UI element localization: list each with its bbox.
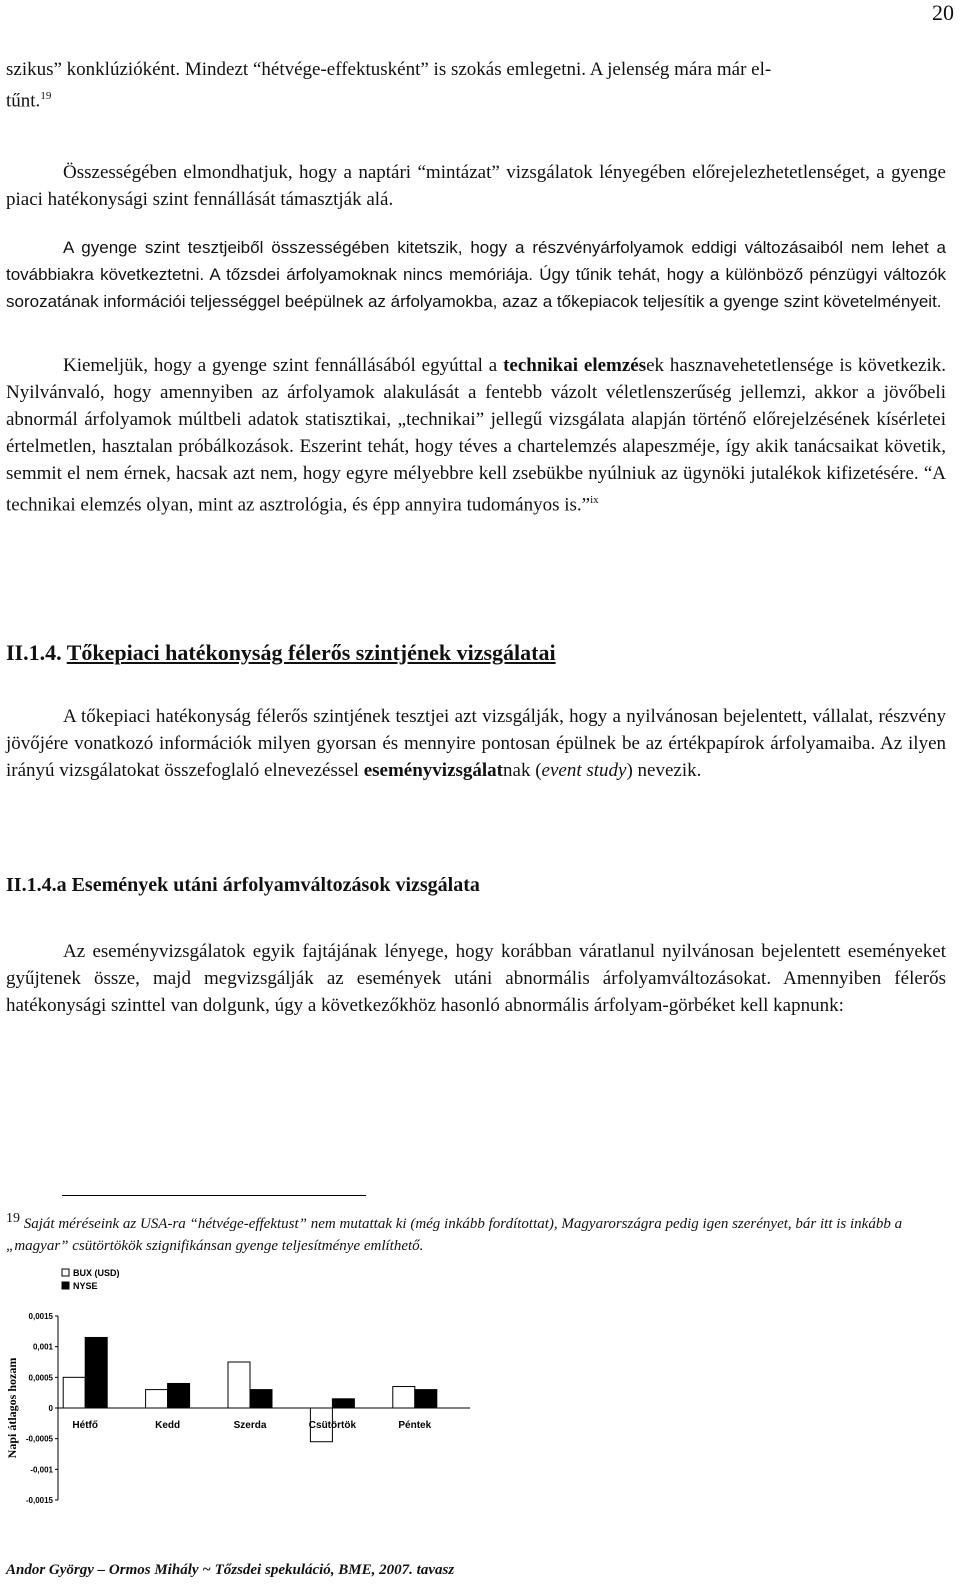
y-tick-label: -0,001 bbox=[30, 1465, 53, 1475]
italic-term: event study bbox=[541, 760, 627, 781]
bar-bux bbox=[393, 1387, 415, 1408]
y-tick-label: 0,001 bbox=[32, 1342, 53, 1352]
section-heading bbox=[6, 640, 556, 666]
y-tick-label: -0,0005 bbox=[25, 1434, 53, 1444]
x-category-label: Kedd bbox=[155, 1420, 181, 1431]
footnote-ref: 19 bbox=[40, 90, 52, 102]
legend-label: NYSE bbox=[73, 1281, 98, 1291]
bar-nyse bbox=[168, 1383, 190, 1408]
paragraph-text: A tőkepiaci hatékonyság félerős szintjének tesztjei azt vizsgálják, hogy a nyilvánosan bejelentett, vállalat, részvény jövőjére vonatkozó információk milyen gyorsan és mennyire pontosan épülnek be az értékpapírok árfolyamaiba. Az ilyen irányú vizsgálatokat összefoglaló elnevezéssel bbox=[6, 706, 946, 781]
weekday-return-chart bbox=[0, 1264, 480, 1508]
bold-term: eseményvizsgálat bbox=[363, 760, 504, 781]
footnote bbox=[6, 1208, 946, 1257]
section-title: Tőkepiaci hatékonyság félerős szintjének vizsgálatai bbox=[66, 640, 556, 665]
page-number: 20 bbox=[932, 0, 954, 25]
legend-label: BUX (USD) bbox=[73, 1268, 120, 1278]
paragraph-text: nak ( bbox=[503, 760, 542, 781]
chart-svg bbox=[0, 1264, 480, 1508]
y-tick-label: 0 bbox=[48, 1404, 53, 1413]
x-category-label: Csütörtök bbox=[308, 1420, 357, 1431]
paragraph-text: szikus” konklúzióként. Mindezt “hétvége-effektusként” is szokás emlegetni. A jelenség mára már el- bbox=[6, 59, 772, 80]
y-tick-label: 0,0005 bbox=[28, 1373, 53, 1383]
paragraph-text: Összességében elmondhatjuk, hogy a naptári “mintázat” vizsgálatok lényegében előrejelezhetetlenséget, a gyenge piaci hatékonysági szint fennállását támasztják alá. bbox=[6, 162, 946, 210]
legend-swatch bbox=[62, 1282, 69, 1289]
paragraph-text: ek hasznavehetetlensége is következik. bbox=[646, 355, 946, 376]
bar-nyse bbox=[85, 1337, 107, 1408]
y-axis-label: Napi átlagos hozam bbox=[5, 1357, 19, 1459]
paragraph-technical-analysis bbox=[6, 352, 946, 518]
footnote-text: Saját méréseink az USA-ra “hétvége-effektust” nem mutattak ki (még inkább fordítottat), Magyarországra pedig igen szerényet, bár itt is inkább a „magyar” csütörtökök szignifikánsan gyenge teljesítménye említhető. bbox=[6, 1216, 903, 1254]
bar-bux bbox=[228, 1362, 250, 1408]
x-category-label: Szerda bbox=[233, 1420, 267, 1431]
paragraph-text: Nyilvánvaló, hogy amennyiben az árfolyamok alakulását a fentebb vázolt véletlenszerűség jellemzi, akkor a jövőbeli abnormál árfolyamok múltbeli adatok statisztikai, „technikai” jellegű vizsgálata alapján történő előrejelzésének kísérletei értelmetlen, hasztalan próbálkozások. Eszerint tehát, hogy téves a chartelemzés alapeszméje, így akik tanácsaikat követik, semmit el nem érnek, hacsak azt nem, hogy egyre mélyebbre kell zsebükbe nyúlniuk az ügynöki jutalékok kifizetésére. “A technikai elemzés olyan, mint az asztrológia, és épp annyira tudományos is.” bbox=[6, 382, 946, 516]
x-category-label: Péntek bbox=[398, 1420, 432, 1431]
endnote-ref: ix bbox=[590, 494, 599, 506]
x-category-label: Hétfő bbox=[72, 1420, 98, 1431]
legend-swatch bbox=[62, 1269, 69, 1276]
bold-term: technikai elemzés bbox=[503, 355, 647, 376]
paragraph-text: Kiemeljük, hogy a gyenge szint fennállásából egyúttal a bbox=[63, 355, 504, 376]
subsection-heading: II.1.4.a Események utáni árfolyamváltozások vizsgálata bbox=[6, 874, 480, 896]
bar-nyse bbox=[250, 1390, 272, 1408]
section-number: II.1.4. bbox=[6, 640, 62, 665]
footnote-number: 19 bbox=[6, 1211, 20, 1226]
y-tick-label: -0,0015 bbox=[25, 1496, 53, 1505]
paragraph-event-study: Az eseményvizsgálatok egyik fajtájának lényege, hogy korábban váratlanul nyilvánosan bejelentett eseményeket gyűjtenek össze, majd megvizsgálják az események utáni abnormális árfolyamváltozásokat. Amennyiben félerős hatékonysági szinttel van dolgunk, úgy a következőkhöz hasonló abnormális árfolyam-görbéket kell kapnunk: bbox=[6, 941, 946, 1016]
y-tick-label: 0,0015 bbox=[28, 1312, 53, 1321]
bar-bux bbox=[63, 1377, 85, 1408]
paragraph-text: tűnt. bbox=[6, 90, 41, 112]
paragraph-continuation bbox=[6, 56, 946, 114]
paragraph-weak-form: A gyenge szint tesztjeiből összességében kitetszik, hogy a részvényárfolyamok eddigi változásaiból nem lehet a továbbiakra következtetni. A tőzsdei árfolyamoknak nincs memóriája. Úgy tűnik tehát, hogy a különböző pénzügyi változók sorozatának információi teljességgel beépülnek az árfolyamokba, azaz a tőkepiacok teljesítik a gyenge szint követelményeit. bbox=[6, 238, 946, 311]
page-footer: Andor György – Ormos Mihály ~ Tőzsdei spekuláció, BME, 2007. tavasz bbox=[6, 1562, 455, 1578]
bar-nyse bbox=[332, 1399, 354, 1408]
bar-bux bbox=[146, 1390, 168, 1408]
paragraph-semi-strong bbox=[6, 703, 946, 784]
footnote-divider bbox=[62, 1195, 366, 1196]
bar-nyse bbox=[415, 1390, 437, 1408]
paragraph-text: ) nevezik. bbox=[626, 760, 702, 781]
paragraph-summary bbox=[6, 159, 946, 213]
